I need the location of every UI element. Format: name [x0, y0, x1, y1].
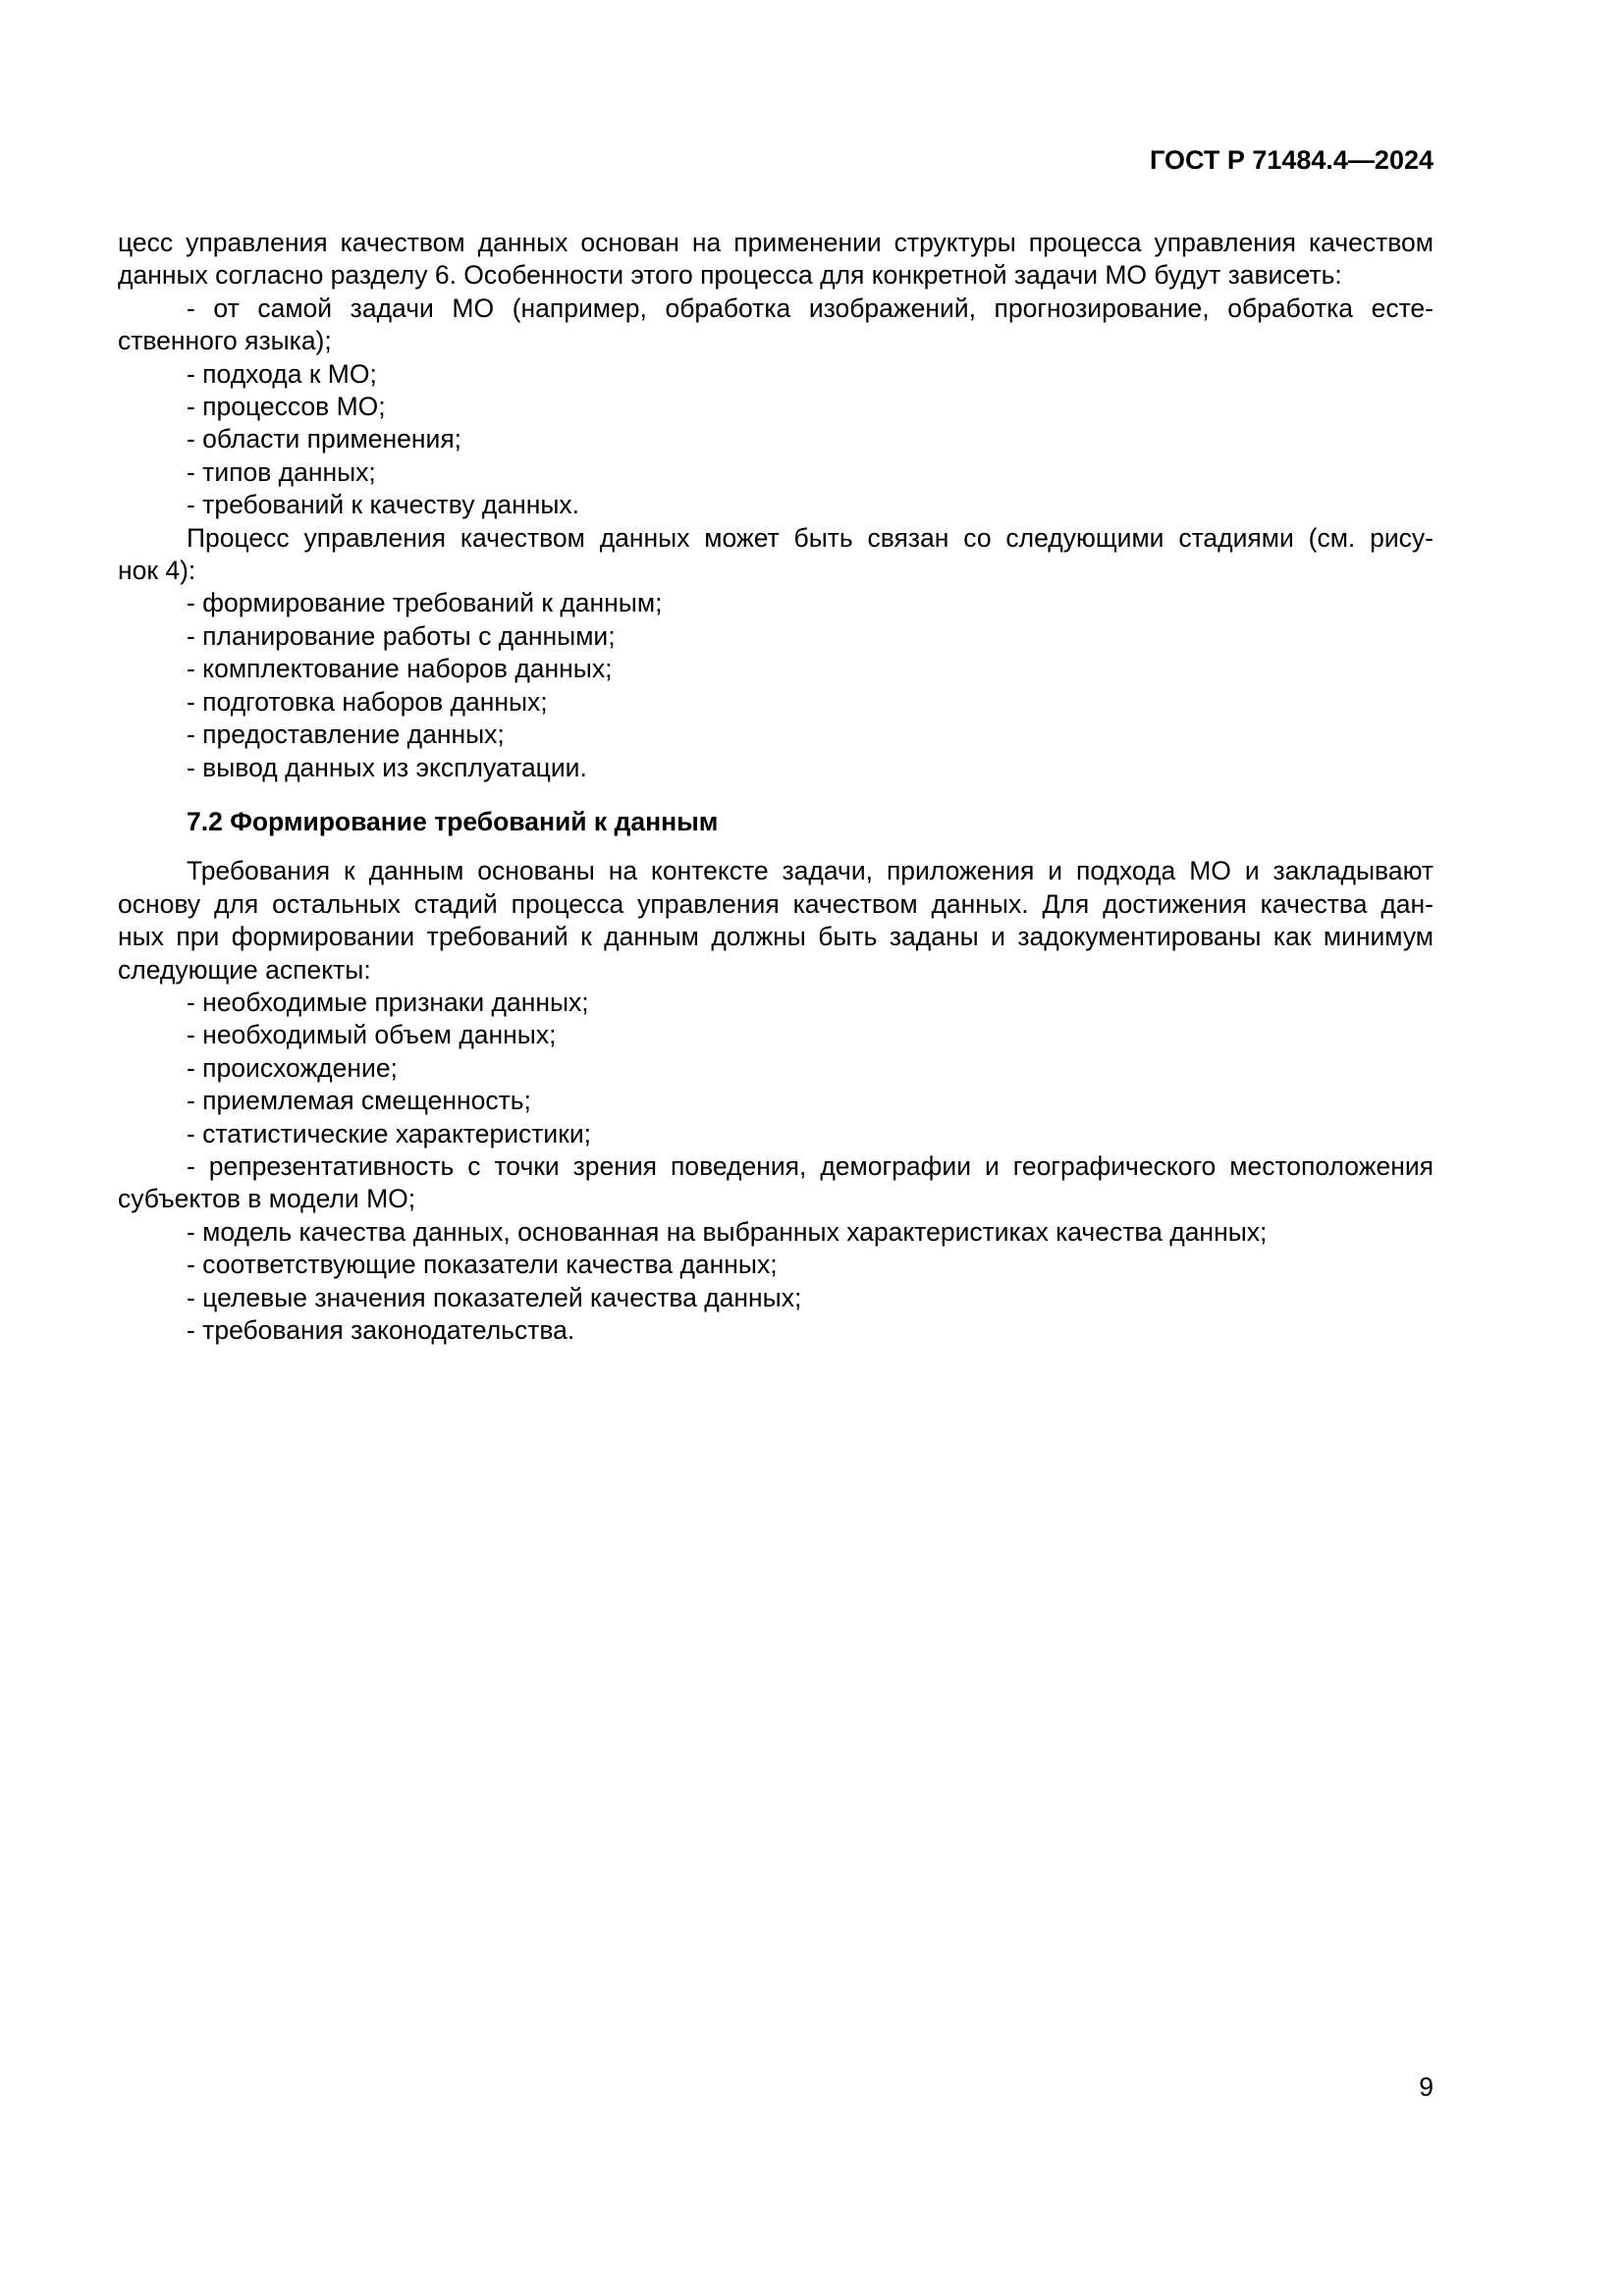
list-item: - предоставление данных; [187, 720, 505, 750]
paragraph-line: Процесс управления качеством данных может быть связан со следующими стадиями (см. рису- [187, 522, 1434, 553]
paragraph-line: Требования к данным основаны на контексте задачи, приложения и подхода МО и закладывают [187, 856, 1434, 886]
list-item: - происхождение; [187, 1052, 398, 1083]
list-item: - целевые значения показателей качества данных; [187, 1282, 802, 1312]
paragraph-line: цесс управления качеством данных основан на применении структуры процесса управления качеством [118, 228, 1434, 257]
doc-code-header: ГОСТ Р 71484.4—2024 [1150, 145, 1434, 175]
paragraph-line: нок 4): [118, 556, 196, 586]
list-item: - репрезентативность с точки зрения поведения, демографии и географического местоположения [187, 1150, 1434, 1181]
list-item: - формирование требований к данным; [187, 588, 663, 618]
list-item: - необходимый объем данных; [187, 1020, 557, 1050]
list-item: - от самой задачи МО (например, обработка изображений, прогнозирование, обработка есте- [187, 293, 1434, 323]
list-item: - вывод данных из эксплуатации. [187, 752, 587, 782]
list-item: - области применения; [187, 424, 462, 454]
section-heading-7-2: 7.2 Формирование требований к данным [187, 806, 719, 836]
paragraph-line: ных при формировании требований к данным должны быть заданы и задокументированы как минимум [118, 922, 1434, 952]
list-item: - планирование работы с данными; [187, 620, 616, 651]
list-item: - статистические характеристики; [187, 1118, 591, 1148]
list-item: - требований к качеству данных. [187, 490, 579, 520]
list-item: - подхода к МО; [187, 358, 377, 389]
list-item: - типов данных; [187, 456, 376, 487]
list-item: - приемлемая смещенность; [187, 1086, 531, 1116]
list-item: - необходимые признаки данных; [187, 987, 589, 1017]
document-body [118, 227, 1434, 1347]
list-item: - модель качества данных, основанная на выбранных характеристиках качества данных; [187, 1216, 1268, 1247]
paragraph-line: данных согласно разделу 6. Особенности этого процесса для конкретной задачи МО будут зависеть: [118, 260, 1342, 291]
list-item: - комплектование наборов данных; [187, 654, 613, 684]
page-number: 9 [1419, 2072, 1434, 2102]
list-item-continuation: ственного языка); [118, 326, 332, 356]
list-item: - подготовка наборов данных; [187, 686, 548, 717]
list-item: - соответствующие показатели качества данных; [187, 1250, 778, 1280]
list-item-continuation: субъектов в модели МО; [118, 1184, 416, 1214]
list-item: - требования законодательства. [187, 1315, 575, 1345]
paragraph-line: основу для остальных стадий процесса управления качеством данных. Для достижения качества дан- [118, 888, 1434, 919]
paragraph-line: следующие аспекты: [118, 954, 371, 985]
list-item: - процессов МО; [187, 392, 386, 422]
